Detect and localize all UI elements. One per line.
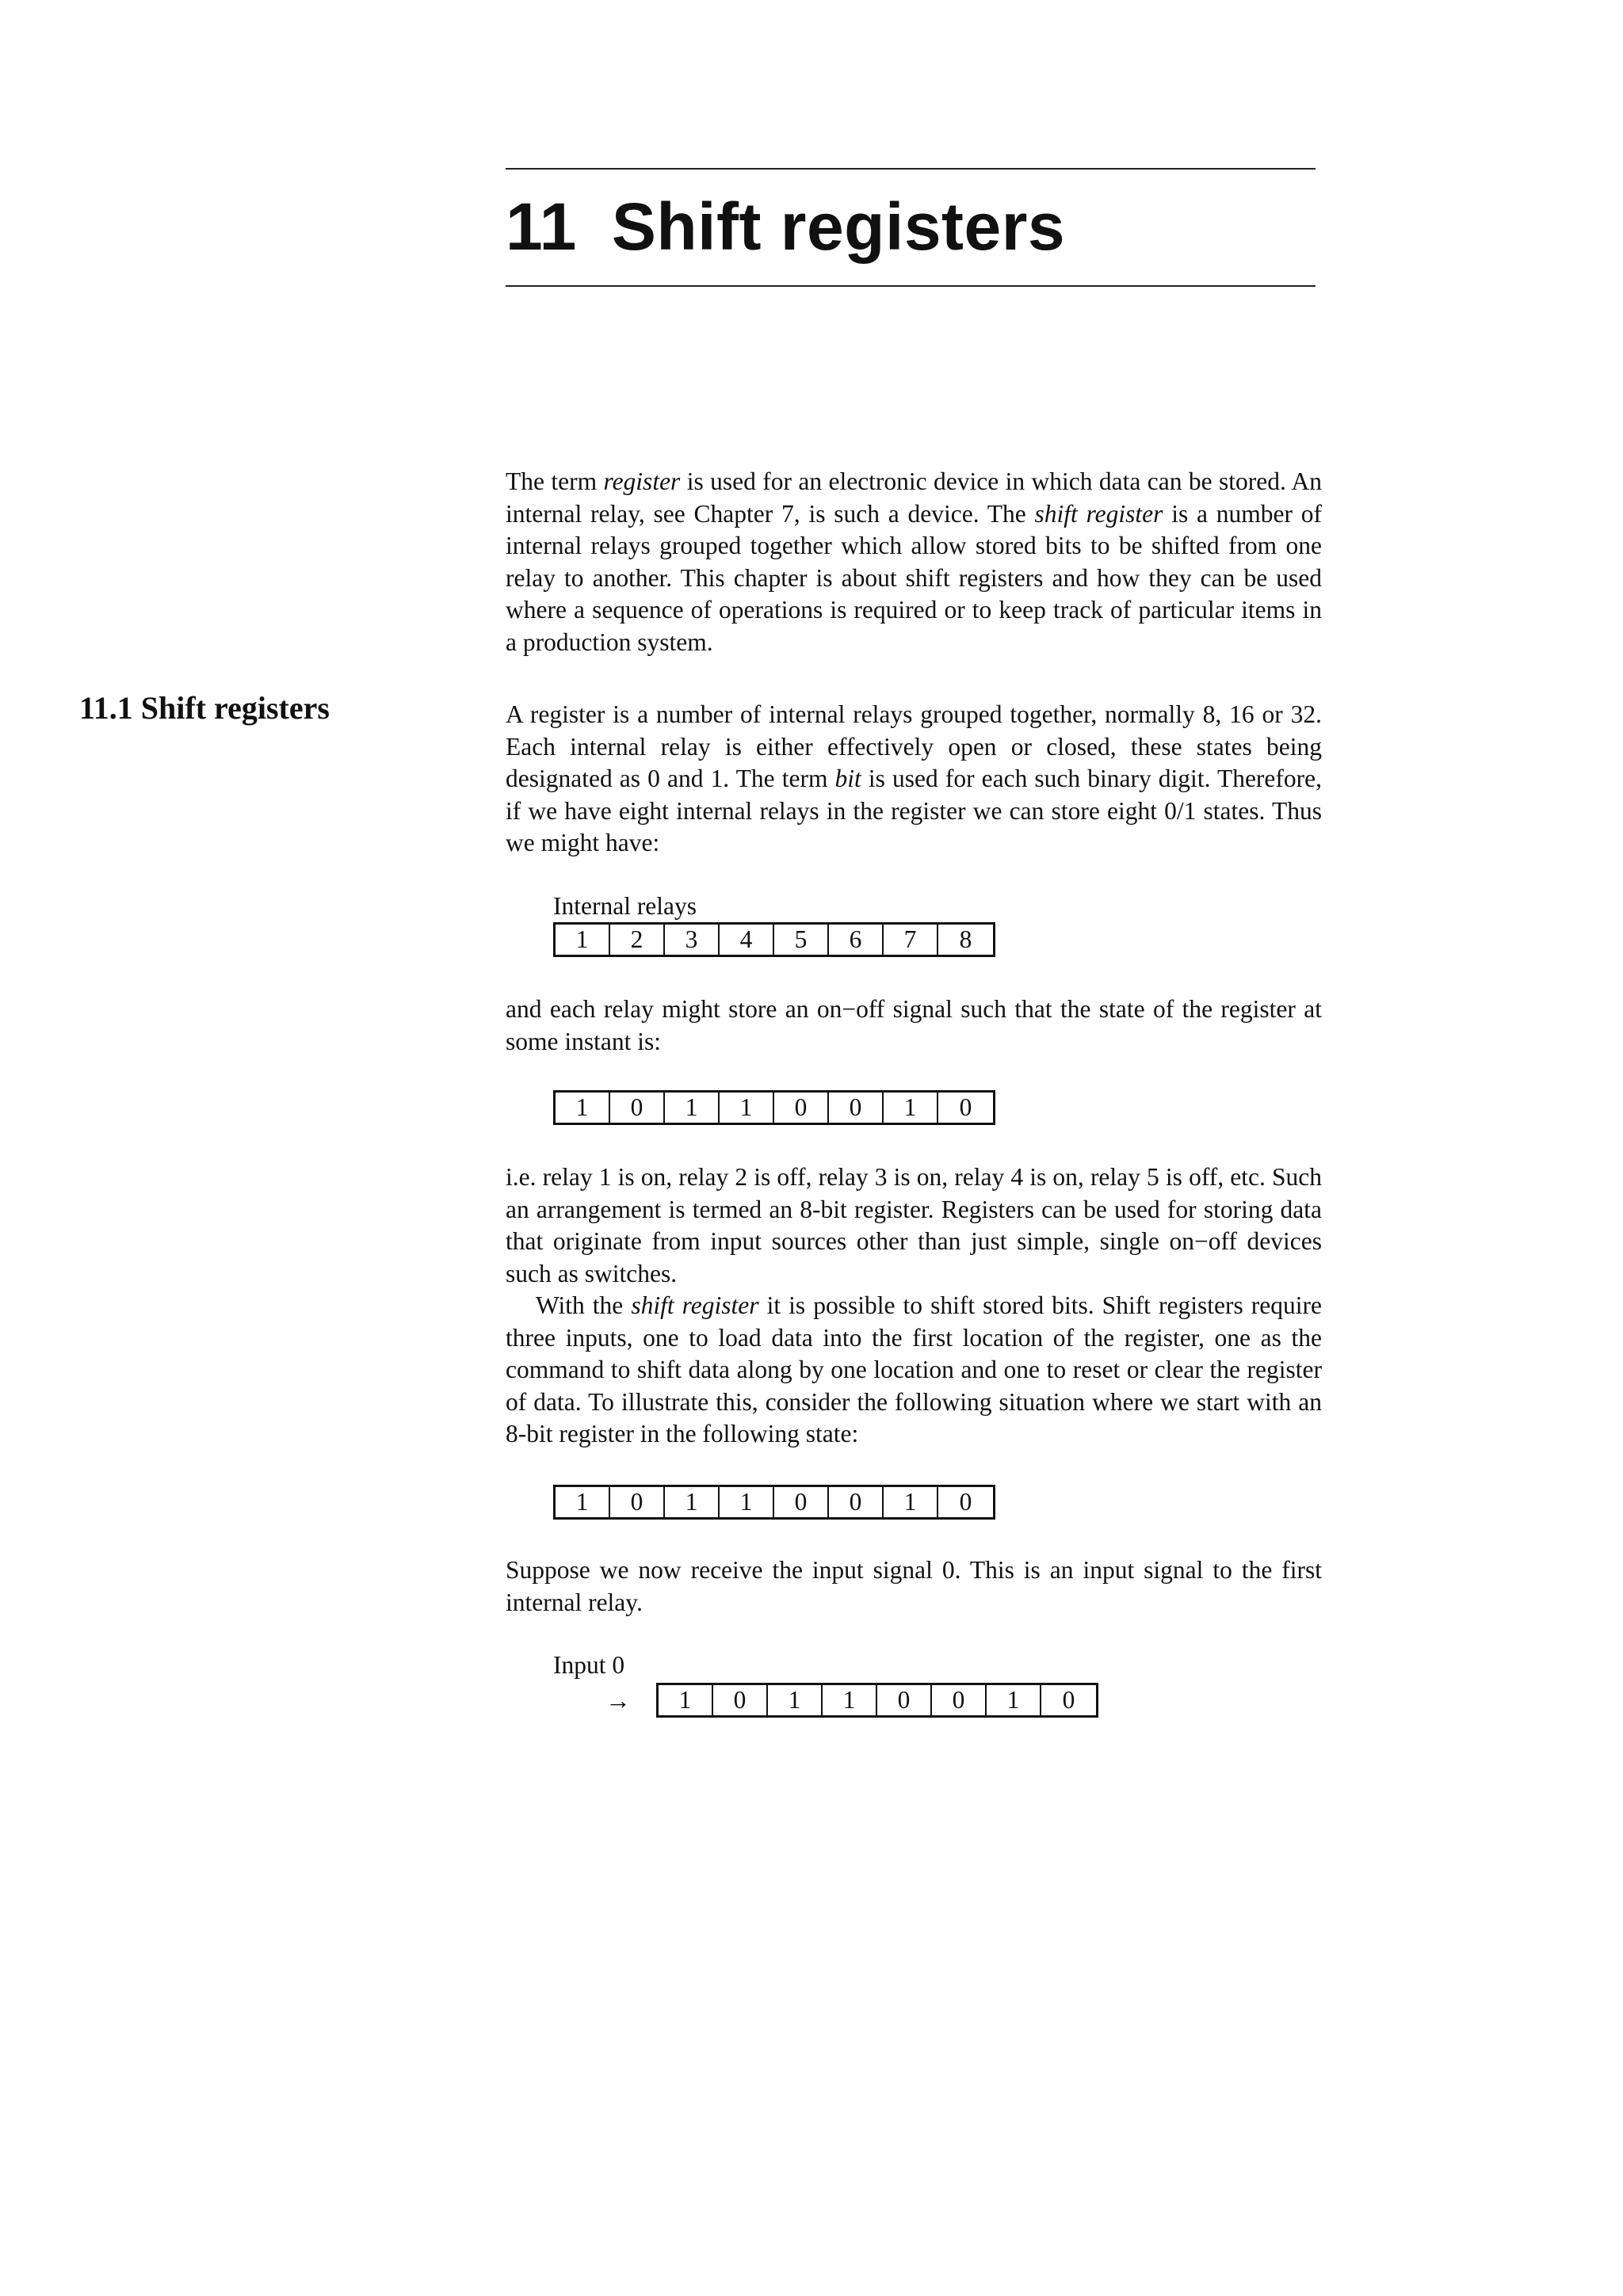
register-cell: 1 <box>768 1685 823 1715</box>
register-cell: 3 <box>665 925 720 955</box>
paragraph-register-definition <box>506 699 1322 860</box>
register-cell: 1 <box>659 1685 713 1715</box>
register-cell: 1 <box>556 925 610 955</box>
register-cell: 1 <box>823 1685 877 1715</box>
diagram1-label: Internal relays <box>553 892 697 920</box>
register-cell: 1 <box>556 1093 610 1123</box>
register-diagram-input <box>656 1683 1098 1718</box>
register-diagram-initial-state <box>553 1485 995 1520</box>
register-cell: 0 <box>932 1685 987 1715</box>
register-cell: 0 <box>610 1093 665 1123</box>
register-cell: 4 <box>720 925 774 955</box>
register-cell: 0 <box>713 1685 768 1715</box>
chapter-number: 11 <box>506 189 577 264</box>
bottom-rule <box>506 285 1316 287</box>
intro-term-shift-register: shift register <box>1034 499 1163 528</box>
register-cell: 5 <box>774 925 829 955</box>
register-cell: 2 <box>610 925 665 955</box>
register-cell: 0 <box>774 1093 829 1123</box>
register-cell: 0 <box>829 1093 884 1123</box>
register-cell: 0 <box>610 1487 665 1517</box>
register-cell: 0 <box>959 1488 972 1516</box>
chapter-title-text: Shift registers <box>611 189 1066 264</box>
paragraph-shift-register <box>506 1290 1322 1451</box>
register-cell: 6 <box>829 925 884 955</box>
right-arrow-icon: → <box>605 1686 631 1714</box>
register-cell: 0 <box>774 1487 829 1517</box>
section-heading: 11.1 Shift registers <box>79 690 330 726</box>
paragraph-relay-state: and each relay might store an on−off signal such that the state of the register at some instant is: <box>506 995 1322 1055</box>
register-cell: 1 <box>884 1487 938 1517</box>
paragraph-8bit-register: i.e. relay 1 is on, relay 2 is off, relay 3 is on, relay 4 is on, relay 5 is off, etc. Such an arrangement is termed an 8-bit register. Registers can be used for storing data that originate from input sources other than just simple, single on−off devices such as switches. <box>506 1163 1322 1287</box>
intro-term-register: register <box>603 467 681 495</box>
text-block-8bit-register <box>506 1161 1322 1451</box>
p4-term-shift-register: shift register <box>631 1291 759 1319</box>
paragraph-input-signal: Suppose we now receive the input signal 0. This is an input signal to the first internal relay. <box>506 1556 1322 1616</box>
register-cell: 1 <box>665 1093 720 1123</box>
intro-text-2: is used for an electronic device in which data can be stored. An internal relay, see Chapter 7, is such a device. The <box>506 467 1322 528</box>
register-cell: 1 <box>665 1487 720 1517</box>
register-cell: 1 <box>884 1093 938 1123</box>
register-cell: 0 <box>829 1487 884 1517</box>
intro-paragraph <box>506 466 1322 658</box>
diagram4-label: Input 0 <box>553 1651 625 1679</box>
register-cell: 0 <box>959 1093 972 1122</box>
register-diagram-relays <box>553 922 995 957</box>
p1-text-1: A register is a number of internal relays grouped together, normally 8, 16 or 32. Each internal relay is either effectively open or closed, these states being designated as 0 and 1. The term <box>506 700 1322 792</box>
register-cell: 0 <box>877 1685 932 1715</box>
chapter-title <box>506 187 1065 266</box>
register-cell: 1 <box>987 1685 1041 1715</box>
register-cell: 1 <box>720 1487 774 1517</box>
p1-text-2: is used for each such binary digit. Therefore, if we have eight internal relays in the register we can store eight 0/1 states. Thus we might have: <box>506 765 1322 856</box>
register-cell: 1 <box>556 1487 610 1517</box>
register-cell: 1 <box>720 1093 774 1123</box>
p4-text-1: With the <box>536 1291 632 1319</box>
p4-text-2: it is possible to shift stored bits. Shift registers require three inputs, one to load data into the first location of the register, one as the command to shift data along by one location and one to reset or clear the register of data. To illustrate this, consider the following situation where we start with an 8-bit register in the following state: <box>506 1291 1322 1447</box>
p1-term-bit: bit <box>834 765 861 792</box>
register-cell: 0 <box>1062 1686 1075 1714</box>
intro-text-1: The term <box>506 467 604 495</box>
top-rule <box>506 168 1316 170</box>
register-cell: 8 <box>959 925 972 954</box>
intro-text-3: is a number of internal relays grouped together which allow stored bits to be shifted from one relay to another. This chapter is about shift registers and how they can be used where a sequence of operations is required or to keep track of particular items in a production system. <box>506 499 1322 656</box>
register-diagram-state <box>553 1090 995 1125</box>
register-cell: 7 <box>884 925 938 955</box>
